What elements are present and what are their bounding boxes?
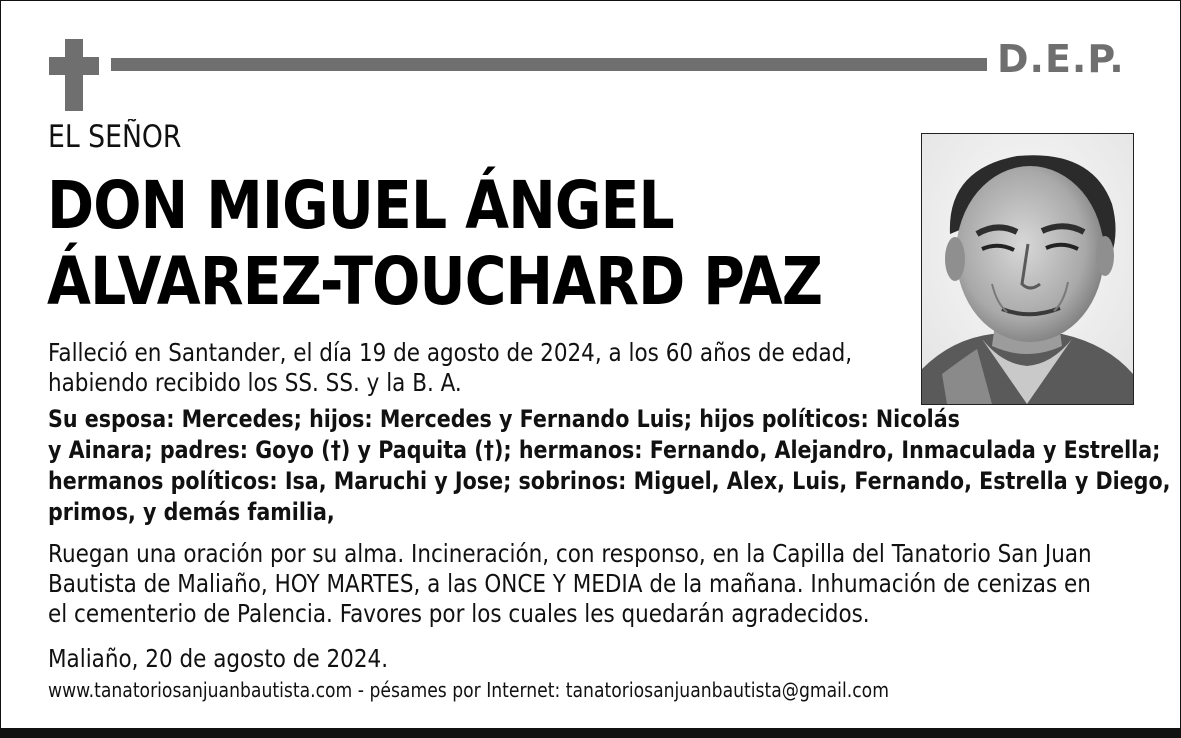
family-line2: y Ainara; padres: Goyo (†) y Paquita (†); hermanos: Fernando, Alejandro, Inmaculada y Estrella;: [48, 436, 1161, 464]
family-line4: primos, y demás familia,: [48, 498, 335, 526]
deceased-name-line1: DON MIGUEL ÁNGEL: [47, 167, 674, 244]
cross-icon-arm: [49, 57, 99, 75]
portrait-photo: [921, 133, 1134, 405]
death-details-line2: habiendo recibido los SS. SS. y la B. A.: [48, 368, 462, 397]
family-line3: hermanos políticos: Isa, Maruchi y Jose; sobrinos: Miguel, Alex, Luis, Fernando, Estrella y Diego,: [48, 467, 1171, 495]
family-line1: Su esposa: Mercedes; hijos: Mercedes y Fernando Luis; hijos políticos: Nicolás: [48, 405, 960, 433]
service-request-line3: el cementerio de Palencia. Favores por los cuales les quedarán agradecidos.: [48, 599, 870, 628]
dep-label: D.E.P.: [997, 37, 1125, 81]
service-request-line1: Ruegan una oración por su alma. Incineración, con responso, en la Capilla del Tanatorio San Juan: [48, 539, 1092, 568]
death-details-line1: Falleció en Santander, el día 19 de agosto de 2024, a los 60 años de edad,: [48, 338, 853, 367]
honorific: EL SEÑOR: [48, 119, 182, 155]
header-rule: [111, 58, 987, 71]
cross-icon: [65, 39, 83, 111]
place-date: Maliaño, 20 de agosto de 2024.: [48, 644, 389, 673]
service-request-line2: Bautista de Maliaño, HOY MARTES, a las ONCE Y MEDIA de la mañana. Inhumación de cenizas en: [48, 569, 1091, 598]
website-contact: www.tanatoriosanjuanbautista.com - pésames por Internet: tanatoriosanjuanbautista@gmail.com: [48, 678, 889, 702]
deceased-name-line2: ÁLVAREZ-TOUCHARD PAZ: [47, 243, 823, 320]
portrait-image: [922, 134, 1133, 404]
